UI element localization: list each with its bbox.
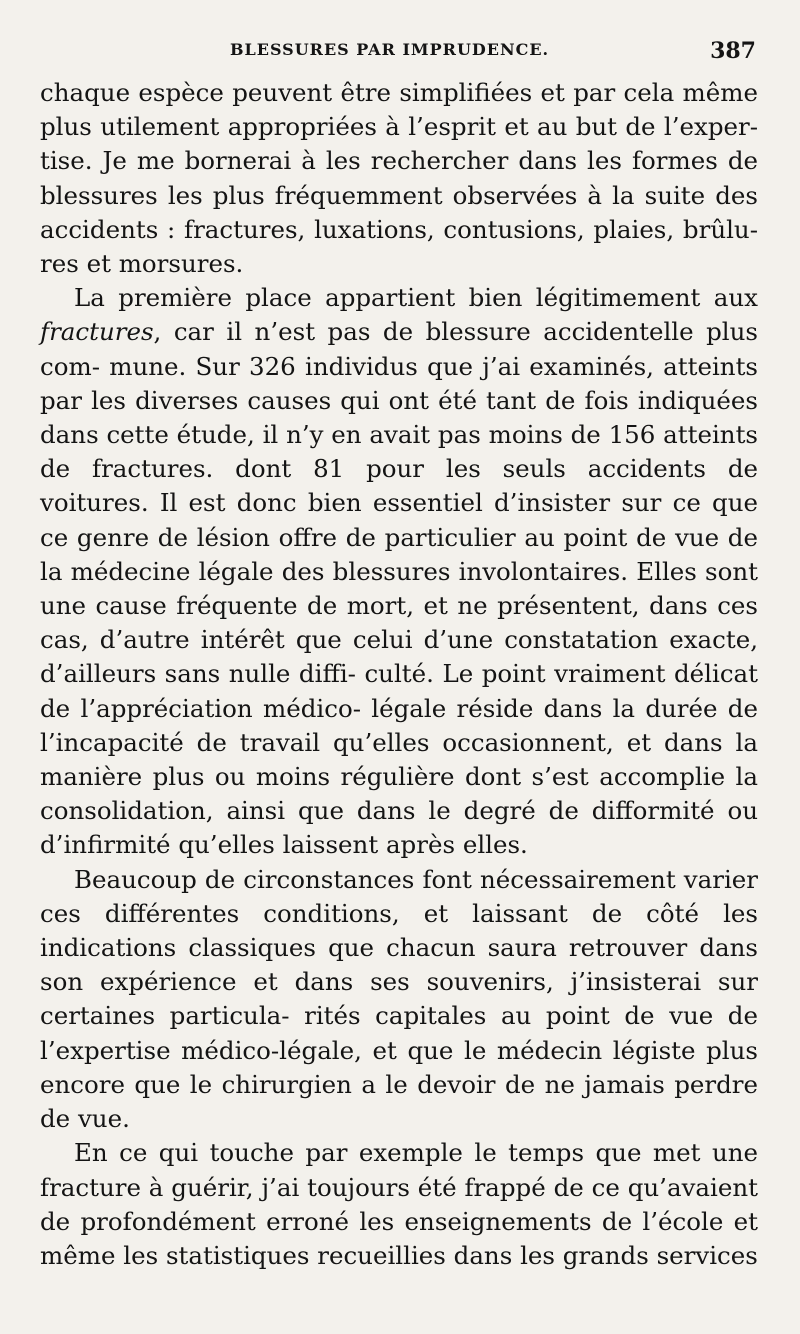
paragraph-fractures — [40, 281, 758, 862]
body-text — [40, 76, 758, 1273]
italic-term: fractures — [40, 317, 154, 347]
paragraph-lead: La première place appartient bien légitimement aux — [74, 283, 758, 313]
running-title: BLESSURES PAR IMPRUDENCE. — [230, 40, 550, 59]
paragraph-healing-time: En ce qui touche par exemple le temps que met une fracture à guérir, j’ai toujours été frappé de ce qu’avaient de profondément erroné les enseignements de l’école et même les statistiques recueillies dans les grands services — [40, 1138, 758, 1270]
page-number: 387 — [710, 38, 756, 64]
paragraph-circumstances: Beaucoup de circonstances font nécessairement varier ces différentes conditions, et laissant de côté les indications classiques que chacun saura retrouver dans son expérience et dans ses souvenirs, j’insisterai sur certaines particula- rités capitales au point de vue de l’expertise médico-légale, et que le médecin légiste plus encore que le chirurgien a le devoir de ne jamais perdre de vue. — [40, 864, 758, 1134]
paragraph-continuation: chaque espèce peuvent être simplifiées et par cela même plus utilement appropriées à l’esprit et au but de l’exper- tise. Je me bornerai à les rechercher dans les formes de blessures les plus fréquemment observées à la suite des accidents : fractures, luxations, contusions, plaies, brûlu- res et morsures. — [40, 78, 758, 279]
running-head — [40, 40, 758, 76]
paragraph-body: , car il n’est pas de blessure accidentelle plus com- mune. Sur 326 individus que j’ai examinés, atteints par les diverses causes qui ont été tant de fois indiquées dans cette étude, il n’y en avait pas moins de 156 atteints de fractures. dont 81 pour les seuls accidents de voitures. Il est donc bien essentiel d’insister sur ce que ce genre de lésion offre de particulier au point de vue de la médecine légale des blessures involontaires. Elles sont une cause fréquente de mort, et ne présentent, dans ces cas, d’autre intérêt que celui d’une constatation exacte, d’ailleurs sans nulle diffi- culté. Le point vraiment délicat de l’appréciation médico- légale réside dans la durée de l’incapacité de travail qu’elles occasionnent, et dans la manière plus ou moins régulière dont s’est accomplie la consolidation, ainsi que dans le degré de difformité ou d’infirmité qu’elles laissent après elles. — [40, 317, 758, 860]
